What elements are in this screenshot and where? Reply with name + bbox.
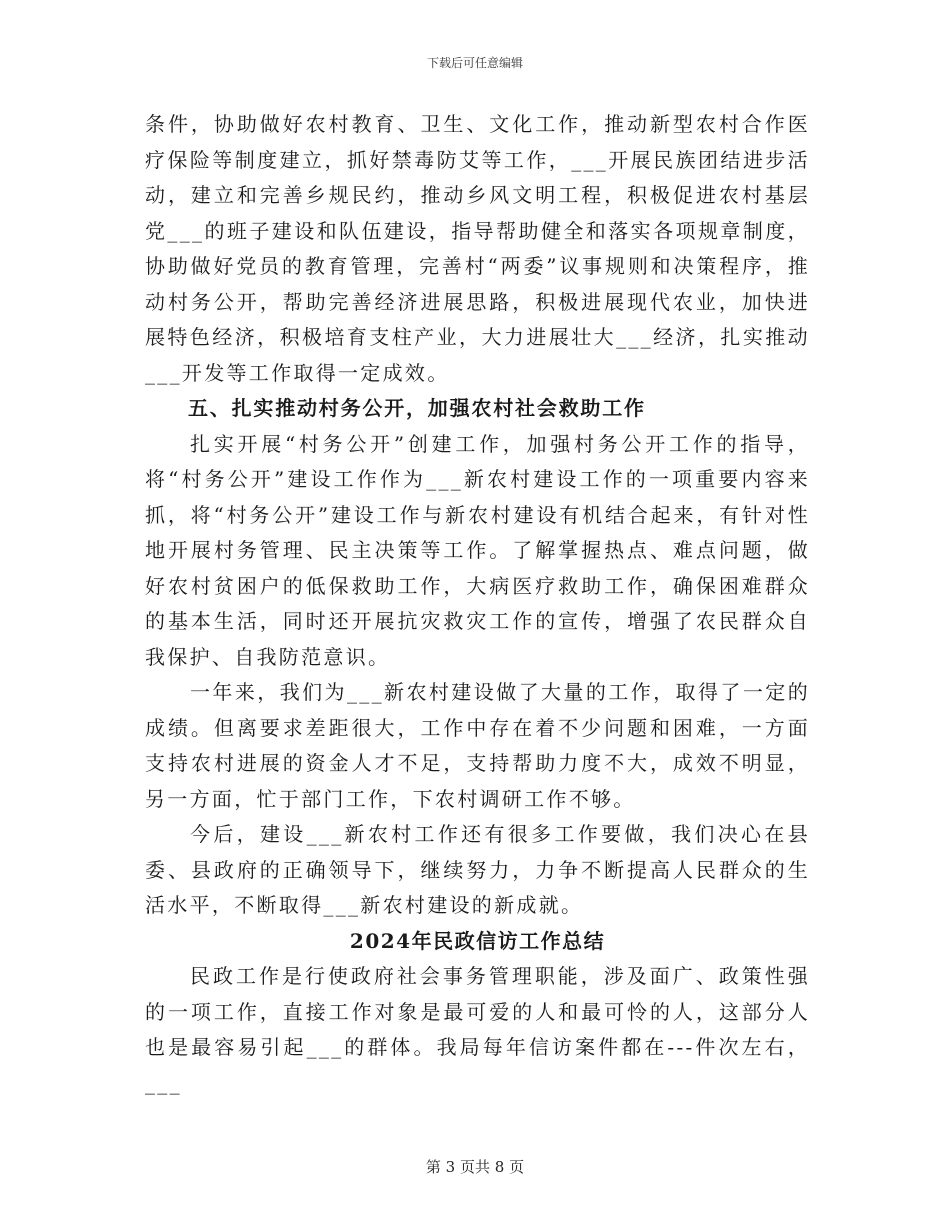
paragraph-year-review: 一年来，我们为___新农村建设做了大量的工作，取得了一定的成绩。但离要求差距很大，工作中存在着不少问题和困难，一方面支持农村进展的资金人才不足，支持帮助力度不大，成效不明显，另一方面，忙于部门工作，下农村调研工作不够。 [145,680,810,811]
paragraph-village-affairs: 扎实开展“村务公开”创建工作，加强村务公开工作的指导，将“村务公开”建设工作作为___新农村建设工作的一项重要内容来抓，将“村务公开”建设工作与新农村建设有机结合起来，有针对性地开展村务管理、民主决策等工作。了解掌握热点、难点问题，做好农村贫困户的低保救助工作，大病医疗救助工作，确保困难群众的基本生活，同时还开展抗灾救灾工作的宣传，增强了农民群众自我保护、自我防范意识。 [145,431,810,669]
paragraph-continued: 条件，协助做好农村教育、卫生、文化工作，推动新型农村合作医疗保险等制度建立，抓好禁毒防艾等工作，___开展民族团结进步活动，建立和完善乡规民约，推动乡风文明工程，积极促进农村基层党___的班子建设和队伍建设，指导帮助健全和落实各项规章制度，协助做好党员的教育管理，完善村“两委”议事规则和决策程序，推动村务公开，帮助完善经济进展思路，积极进展现代农业，加快进展特色经济，积极培育支柱产业，大力进展壮大___经济，扎实推动___开发等工作取得一定成效。 [145,112,810,385]
section-heading-five: 五、扎实推动村务公开，加强农村社会救助工作 [188,396,646,420]
document-title-2024: 2024年民政信访工作总结 [349,928,606,953]
paragraph-civil-affairs: 民政工作是行使政府社会事务管理职能，涉及面广、政策性强的一项工作，直接工作对象是最可爱的人和最可怜的人，这部分人也是最容易引起___的群体。我局每年信访案件都在---件次左右，___ [145,964,810,1095]
page-footer-number: 第 3 页共 8 页 [425,1158,525,1176]
page-header-note: 下载后可任意编辑 [426,56,523,70]
paragraph-future-plan: 今后，建设___新农村工作还有很多工作要做，我们决心在县委、县政府的正确领导下，继续努力，力争不断提高人民群众的生活水平，不断取得___新农村建设的新成就。 [145,822,810,917]
document-body [145,107,810,1101]
